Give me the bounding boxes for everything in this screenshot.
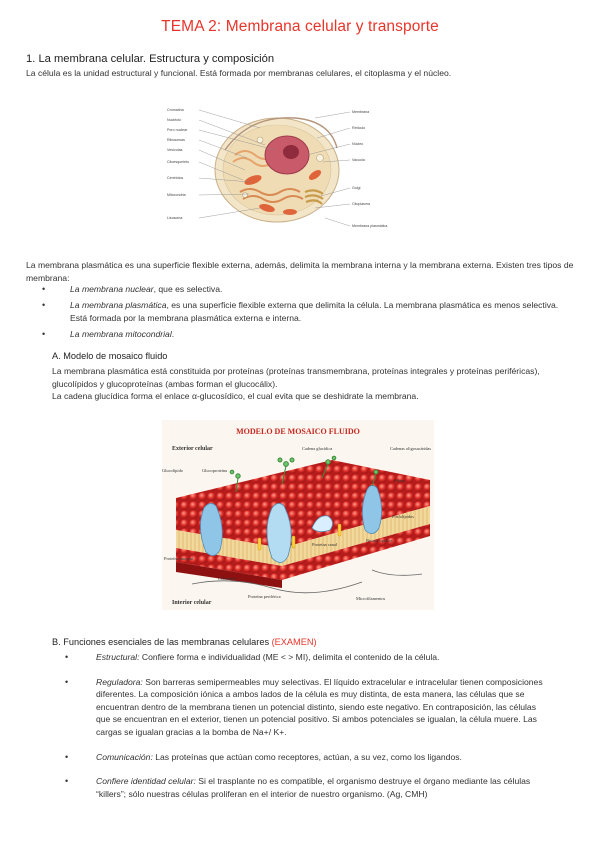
cell-diagram-figure xyxy=(165,100,388,238)
fig1-label-right: Golgi xyxy=(352,186,361,190)
fig1-label-left: Vesículas xyxy=(167,148,183,152)
bullet-icon: • xyxy=(65,776,69,787)
fig1-label-left: Mitocondria xyxy=(167,193,186,197)
list-item xyxy=(40,283,570,296)
label-canal: Proteína canal xyxy=(312,542,337,547)
list-item-text: Si el trasplante no es compatible, el organismo destruye el órgano mediante las células “killers”; sólo nuestras células proliferan en el interior de nuestro organismo. (Ag, CMH) xyxy=(96,776,531,799)
fig1-label-right: Membrana xyxy=(352,110,370,114)
label-proteina-integral: Proteína integral xyxy=(164,556,194,561)
list-item xyxy=(62,751,552,764)
membrane-types-list xyxy=(40,283,570,344)
bullet-icon: • xyxy=(65,676,69,687)
bullet-icon: • xyxy=(65,751,69,762)
mosaic-text-1: La membrana plasmática está constituida por proteínas (proteínas transmembrana, proteínas integrales y proteínas periféricas), glucolípidos y glucoproteínas (ambas forman el glucocálix). xyxy=(52,366,540,389)
fig1-label-left: Poro nuclear xyxy=(167,128,188,132)
label-glucolipido: Glucolípido xyxy=(162,468,183,473)
label-exterior: Exterior celular xyxy=(172,446,213,452)
list-item xyxy=(62,651,552,664)
list-item-term: Reguladora: xyxy=(96,676,143,687)
list-item-term: Estructural: xyxy=(96,652,140,662)
bullet-icon: • xyxy=(42,284,46,294)
mosaic-text-2: La cadena glucídica forma el enlace α-glucosídico, el cual evita que se deshidrate la membrana. xyxy=(52,391,419,402)
list-item xyxy=(40,299,570,324)
fig1-label-left: Ribosomas xyxy=(167,138,185,142)
list-item-term: La membrana mitocondrial xyxy=(70,328,172,339)
list-item-text: , es una superficie flexible externa que delimita la célula. La membrana plasmática es menos selectiva. Está formada por la membrana plasmática externa e interna. xyxy=(70,300,559,323)
list-item-text: Son barreras semipermeables muy selectivas. El líquido extracelular e intracelular tienen composiciones diferentes. La composición iónica a ambos lados de la célula es muy distinta, de esta manera, las células que se encuentran dentro de la membrana tienen un potencial distinto, siendo este negativo. En contraposición, las células que se encuentran en el exterior, tienen un potencial positivo. Si ambos potenciales se igualan, la célula muere. Las cargas se igualan gracias a la bomba de Na+/ K+. xyxy=(96,676,543,737)
membrane-types-intro: La membrana plasmática es una superficie flexible externa, además, delimita la membrana interna y la membrana externa. Existen tres tipos de membrana: xyxy=(26,260,574,283)
fig1-label-left: Centriolos xyxy=(167,176,184,180)
list-item-text: , que es selectiva. xyxy=(153,284,223,294)
fig1-label-left: Nucléolo xyxy=(167,118,181,122)
functions-list xyxy=(62,651,552,812)
list-item xyxy=(40,328,570,341)
exam-tag: (EXAMEN) xyxy=(271,637,317,647)
fig1-label-right: Citoplasma xyxy=(352,202,370,206)
list-item-text: . xyxy=(171,328,175,339)
mosaic-paragraph xyxy=(52,365,572,403)
document-title: TEMA 2: Membrana celular y transporte xyxy=(161,18,439,35)
label-fosfolipidos: Fosfolípidos xyxy=(392,514,414,519)
list-item xyxy=(62,676,552,739)
bullet-icon: • xyxy=(65,652,69,662)
label-bicapa: Bicapa lipídica xyxy=(366,538,393,543)
fig1-label-right: Retículo xyxy=(352,126,366,130)
fig1-label-left: Lisosoma xyxy=(167,216,183,220)
label-fibras: Fibras xyxy=(394,478,405,483)
label-proteina-periferica: Proteína periférica xyxy=(248,594,281,599)
label-glucoproteina: Glucoproteína xyxy=(202,468,228,473)
bullet-icon: • xyxy=(42,328,46,339)
label-colesterol: Colesterol xyxy=(218,576,237,581)
mosaic-figure-title: MODELO DE MOSAICO FLUIDO xyxy=(236,427,360,436)
bullet-icon: • xyxy=(42,300,46,310)
fig1-label-left: Cromatina xyxy=(167,108,184,112)
section-heading-membrana: 1. La membrana celular. Estructura y composición xyxy=(26,53,275,65)
list-item-term: Comunicación: xyxy=(96,751,153,762)
list-item-term: Confiere identidad celular: xyxy=(96,776,196,787)
fig1-label-left: Citoesqueleto xyxy=(167,160,189,164)
fig1-label-right: Núcleo xyxy=(352,142,364,146)
label-interior: Interior celular xyxy=(172,600,212,606)
subsection-heading-mosaico: A. Modelo de mosaico fluido xyxy=(52,351,168,361)
fig1-label-right: Vacuola xyxy=(352,158,365,162)
label-oligosac: Cadenas oligosacáridas xyxy=(390,446,432,451)
list-item-term: La membrana nuclear xyxy=(70,284,154,294)
fig1-label-right: Membrana plasmática xyxy=(352,224,388,228)
label-microfilamentos: Microfilamentos xyxy=(356,596,386,601)
list-item-text: Las proteínas que actúan como receptores, actúan, a su vez, como los ligandos. xyxy=(152,751,462,762)
list-item-text: Confiere forma e individualidad (ME < > MI), delimita el contenido de la célula. xyxy=(139,652,440,662)
list-item xyxy=(62,775,552,800)
fluid-mosaic-figure xyxy=(162,420,434,610)
list-item-term: La membrana plasmática xyxy=(70,300,167,310)
subsection-heading-funciones xyxy=(52,637,317,647)
label-cadena: Cadena glucídica xyxy=(302,446,333,451)
functions-heading-text: B. Funciones esenciales de las membranas celulares xyxy=(52,637,270,647)
intro-paragraph: La célula es la unidad estructural y funcional. Está formada por membranas celulares, el citoplasma y el núcleo. xyxy=(26,68,452,78)
